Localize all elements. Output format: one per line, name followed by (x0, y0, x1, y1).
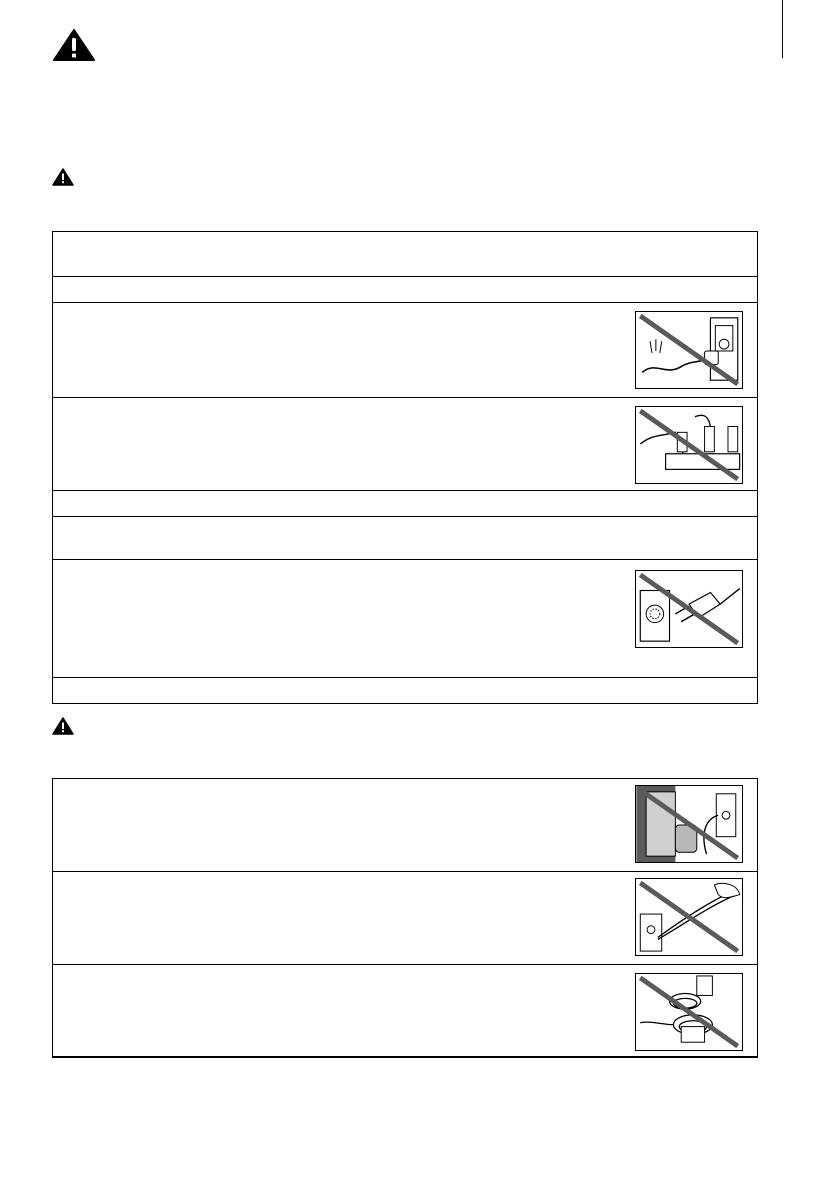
table-row (53, 872, 757, 965)
overloaded-power-strip-icon (635, 406, 743, 484)
caution-table (52, 778, 758, 1057)
bundled-cord-icon (635, 973, 743, 1051)
table-row (53, 560, 757, 678)
warning-triangle-icon (53, 29, 95, 61)
margin-rule (782, 0, 783, 58)
page-rule (52, 1057, 758, 1058)
damaged-power-cord-icon (635, 311, 743, 389)
table-row (53, 965, 757, 1058)
table-row (53, 398, 757, 491)
warning-triangle-icon (52, 717, 74, 735)
table-row (53, 232, 757, 277)
warning-table (52, 231, 758, 704)
table-row (53, 303, 757, 398)
cord-behind-furniture-icon (635, 785, 743, 863)
table-row (53, 517, 757, 560)
plug-and-outlet-icon (635, 570, 743, 648)
pulling-cord-icon (635, 878, 743, 956)
table-row (53, 678, 757, 703)
table-row (53, 779, 757, 872)
table-row (53, 277, 757, 303)
table-row (53, 491, 757, 517)
warning-triangle-icon (52, 168, 74, 186)
